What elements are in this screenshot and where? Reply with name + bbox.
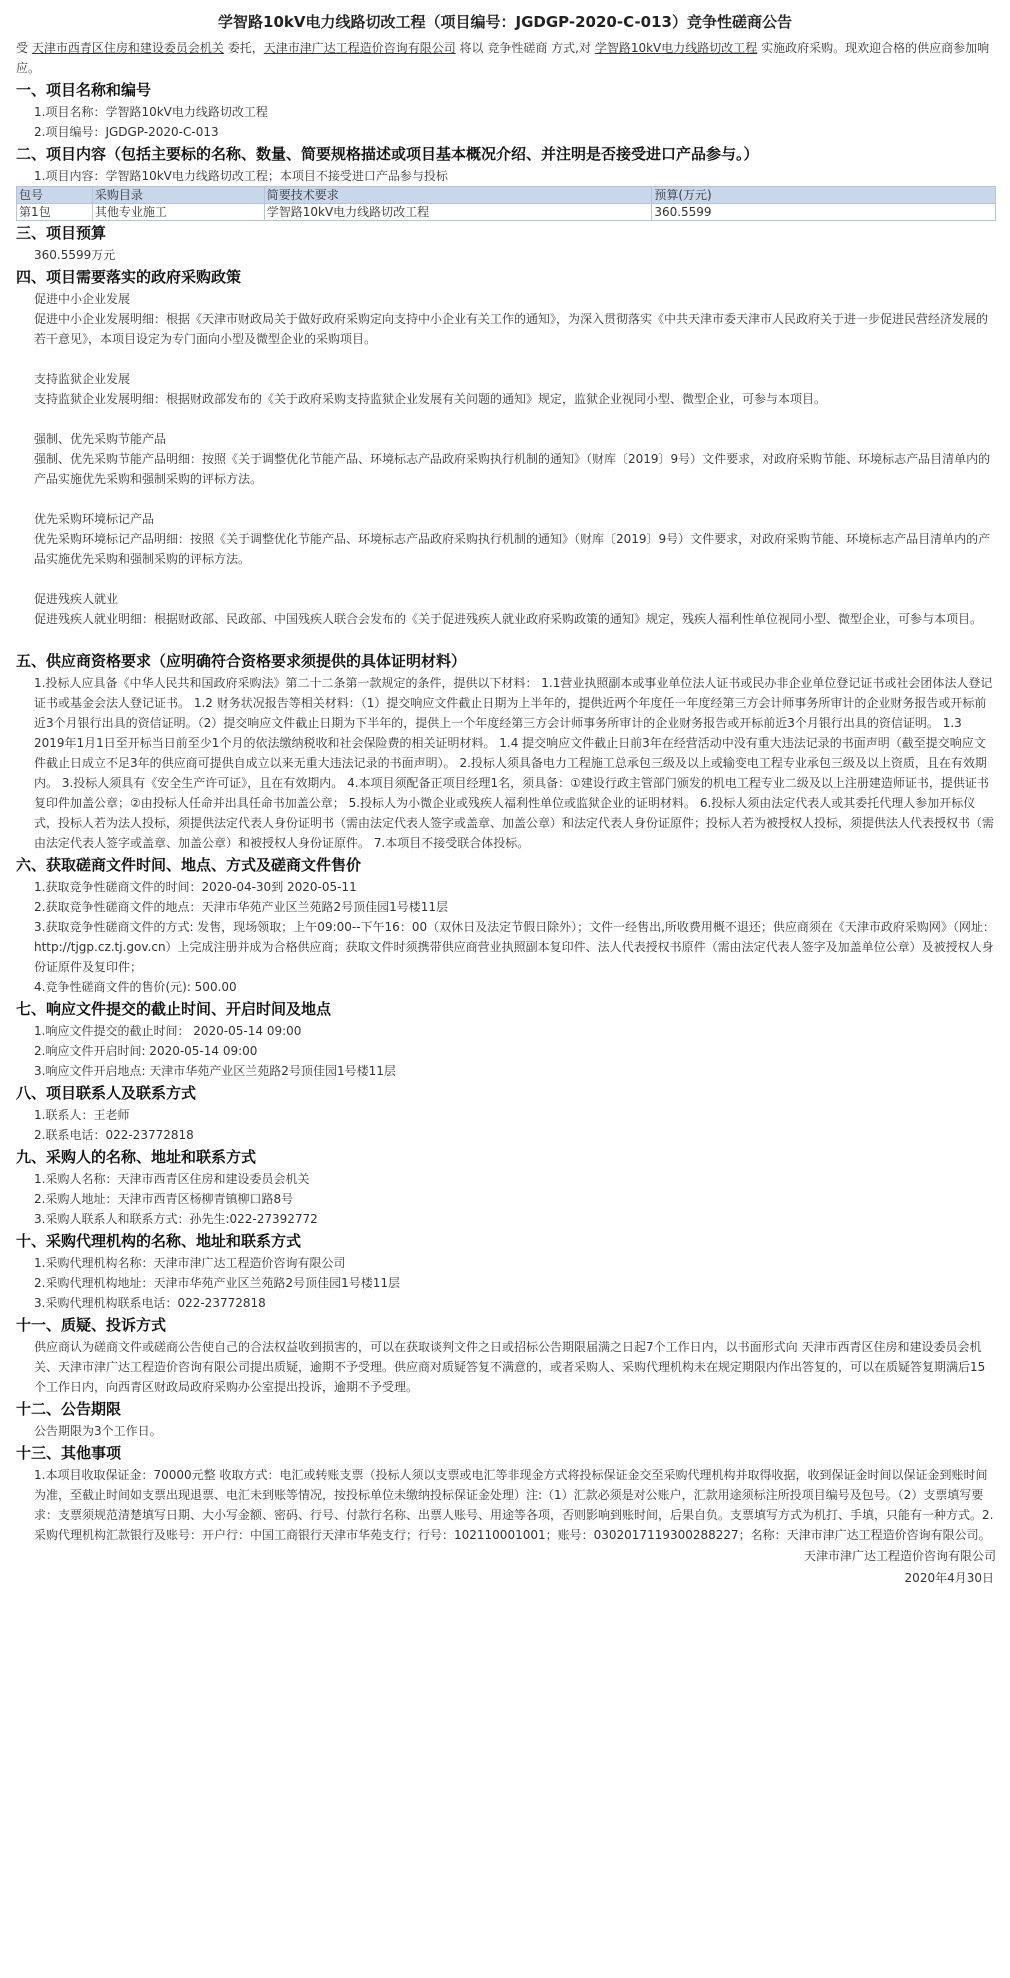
policy-detail: 促进残疾人就业明细：根据财政部、民政部、中国残疾人联合会发布的《关于促进残疾人就业政府采购政策的通知》规定，残疾人福利性单位视同小型、微型企业，可参与本项目。 bbox=[34, 612, 983, 626]
deadline-line: 1.响应文件提交的截止时间： 2020-05-14 09:00 bbox=[34, 1024, 302, 1038]
notice-period-line: 公告期限为3个工作日。 bbox=[34, 1424, 162, 1438]
section-heading-7: 七、响应文件提交的截止时间、开启时间及地点 bbox=[16, 1000, 332, 1018]
purchaser-link[interactable]: 天津市西青区住房和建设委员会机关 bbox=[31, 41, 224, 55]
agency-name-line: 1.采购代理机构名称：天津市津广达工程造价咨询有限公司 bbox=[34, 1256, 346, 1270]
intro-text-2: 委托， bbox=[227, 41, 264, 55]
complaint-text: 供应商认为磋商文件或磋商公告使自己的合法权益收到损害的，可以在获取谈判文件之日或招标公告期限届满之日起7个工作日内，以书面形式向 天津市西青区住房和建设委员会机关、天津市津广达工程造价咨询有限公司提出质疑，逾期不予受理。供应商对质疑答复不满意的，或者采购人、采购代理机构未在规定期限内作出答复的，可以在质疑答复期满后15个工作日内，向西青区财政局政府采购办公室提出投诉，逾期不予受理。 bbox=[34, 1340, 986, 1394]
table-header-cell: 简要技术要求 bbox=[264, 187, 652, 204]
section-heading-10: 十、采购代理机构的名称、地址和联系方式 bbox=[16, 1232, 302, 1250]
purchaser-address-line: 2.采购人地址：天津市西青区杨柳青镇柳口路8号 bbox=[34, 1192, 294, 1206]
table-cell: 学智路10kV电力线路切改工程 bbox=[264, 204, 652, 221]
table-cell: 其他专业施工 bbox=[92, 204, 264, 221]
doc-price-line: 4.竞争性磋商文件的售价(元): 500.00 bbox=[34, 980, 237, 994]
policy-title: 优先采购环境标记产品 bbox=[34, 512, 155, 526]
purchaser-name-line: 1.采购人名称：天津市西青区住房和建设委员会机关 bbox=[34, 1172, 310, 1186]
section-heading-8: 八、项目联系人及联系方式 bbox=[16, 1084, 197, 1102]
policy-title: 支持监狱企业发展 bbox=[34, 372, 131, 386]
contact-phone-line: 2.联系电话：022-23772818 bbox=[34, 1128, 194, 1142]
section-heading-5: 五、供应商资格要求（应明确符合资格要求须提供的具体证明材料） bbox=[16, 652, 467, 670]
section-heading-4: 四、项目需要落实的政府采购政策 bbox=[16, 268, 242, 286]
table-cell: 第1包 bbox=[17, 204, 93, 221]
doc-method-line: 3.获取竞争性磋商文件的方式: 发售，现场领取；上午09:00--下午16：00（双休日及法定节假日除外）；文件一经售出,所收费用概不退还；供应商须在《天津市政府采购网》（网址：http://tjgp.cz.tj.gov.cn）上完成注册并成为合格供应商；获取文件时须携带供应商营业执照副本复印件、法人代表授权书原件（需由法定代表人签字及加盖单位公章）及被授权人身份证原件及复印件； bbox=[34, 920, 995, 974]
project-name-line: 1.项目名称：学智路10kV电力线路切改工程 bbox=[34, 105, 268, 119]
project-link[interactable]: 学智路10kV电力线路切改工程 bbox=[594, 41, 758, 55]
policy-detail: 优先采购环境标记产品明细：按照《关于调整优化节能产品、环境标志产品政府采购执行机制的通知》（财库〔2019〕9号）文件要求，对政府采购节能、环境标志产品目清单内的产品实施优先采购和强制采购的评标方法。 bbox=[34, 532, 991, 566]
section-heading-9: 九、采购人的名称、地址和联系方式 bbox=[16, 1148, 257, 1166]
section-heading-11: 十一、质疑、投诉方式 bbox=[16, 1316, 167, 1334]
doc-location-line: 2.获取竞争性磋商文件的地点：天津市华苑产业区兰苑路2号顶佳园1号楼11层 bbox=[34, 900, 448, 914]
signature-date: 2020年4月30日 bbox=[904, 1571, 994, 1585]
section-heading-13: 十三、其他事项 bbox=[16, 1444, 122, 1462]
policy-detail: 强制、优先采购节能产品明细：按照《关于调整优化节能产品、环境标志产品政府采购执行机制的通知》（财库〔2019〕9号）文件要求，对政府采购节能、环境标志产品目清单内的产品实施优先采购和强制采购的评标方法。 bbox=[34, 452, 991, 486]
table-header-cell: 预算(万元) bbox=[652, 187, 996, 204]
section-heading-6: 六、获取磋商文件时间、地点、方式及磋商文件售价 bbox=[16, 856, 362, 874]
qualification-text: 1.投标人应具备《中华人民共和国政府采购法》第二十二条第一款规定的条件，提供以下材料： 1.1营业执照副本或事业单位法人证书或民办非企业单位登记证书或社会团体法人登记证书或基金会法人登记证书。 1.2 财务状况报告等相关材料：（1）提交响应文件截止日期为上半年的，提供近两个年度任一年度经第三方会计师事务所审计的企业财务报告或开标前近3个月银行出具的资信证明。（2）提交响应文件截止日期为下半年的，提供上一个年度经第三方会计师事务所审计的企业财务报告或开标前近3个月银行出具的资信证明。 1.3 2019年1月1日至开标当日前至少1个月的依法缴纳税收和社会保险费的相关证明材料。 1.4 提交响应文件截止日前3年在经营活动中没有重大违法记录的书面声明（截至提交响应文件截止日成立不足3年的供应商可提供自成立以来无重大违法记录的书面声明）。 2.投标人须具备电力工程施工总承包三级及以上或输变电工程专业承包三级及以上资质，且在有效期内。 3.投标人须具有《安全生产许可证》，且在有效期内。 4.本项目须配备正项目经理1名，须具备：①建设行政主管部门颁发的机电工程专业二级及以上注册建造师证书，提供证书复印件加盖公章；②由投标人任命并出具任命书加盖公章； 5.投标人为小微企业或残疾人福利性单位或监狱企业的证明材料。 6.投标人须由法定代表人或其委托代理人参加开标仪式，投标人若为法人投标，须提供法定代表人身份证明书（需由法定代表人签字或盖章、加盖公章）和法定代表人身份证原件；投标人若为被授权人投标，须提供法人代表授权书（需由法定代表人签字或盖章、加盖公章）和被授权人身份证原件。 7.本项目不接受联合体投标。 bbox=[34, 676, 995, 850]
doc-time-line: 1.获取竞争性磋商文件的时间：2020-04-30到 2020-05-11 bbox=[34, 880, 357, 894]
budget-line: 360.5599万元 bbox=[34, 248, 116, 262]
section-heading-2: 二、项目内容（包括主要标的名称、数量、简要规格描述或项目基本概况介绍、并注明是否接受进口产品参与。） bbox=[16, 145, 759, 163]
policy-title: 促进残疾人就业 bbox=[34, 592, 119, 606]
project-content-line: 1.项目内容：学智路10kV电力线路切改工程；本项目不接受进口产品参与投标 bbox=[34, 169, 448, 183]
purchaser-contact-line: 3.采购人联系人和联系方式：孙先生:022-27392772 bbox=[34, 1212, 318, 1226]
section-heading-3: 三、项目预算 bbox=[16, 224, 107, 242]
table-cell: 360.5599 bbox=[652, 204, 996, 221]
agency-address-line: 2.采购代理机构地址：天津市华苑产业区兰苑路2号顶佳园1号楼11层 bbox=[34, 1276, 400, 1290]
policy-detail: 支持监狱企业发展明细：根据财政部发布的《关于政府采购支持监狱企业发展有关问题的通知》规定，监狱企业视同小型、微型企业，可参与本项目。 bbox=[34, 392, 827, 406]
signature-company: 天津市津广达工程造价咨询有限公司 bbox=[803, 1549, 996, 1563]
intro-text-1: 受 bbox=[16, 41, 29, 55]
other-matters-text: 1.本项目收取保证金：70000元整 收取方式：电汇或转账支票（投标人须以支票或电汇等非现金方式将投标保证金交至采购代理机构并取得收据，收到保证金时间以保证金到账时间为准，至截止时间如支票出现退票、电汇未到账等情况，按投标单位未缴纳投标保证金处理）注:（1）汇款必须是对公账户，汇款用途须标注所投项目编号及包号。（2）支票填写要求：支票须规范清楚填写日期、大小写金额、密码、行号、付款行名称、出票人账号、用途等各项，否则影响到账时间，后果自负。支票填写方式为机打、手填，只能有一种方式。2.采购代理机构汇款银行及账号：开户行：中国工商银行天津市华苑支行；行号：102110001001；账号：0302017119300288227；名称：天津市津广达工程造价咨询有限公司。 bbox=[34, 1468, 994, 1542]
policy-title: 促进中小企业发展 bbox=[34, 292, 131, 306]
policy-detail: 促进中小企业发展明细：根据《天津市财政局关于做好政府采购定向支持中小企业有关工作的通知》，为深入贯彻落实《中共天津市委天津市人民政府关于进一步促进民营经济发展的若干意见》，本项目设定为专门面向小型及微型企业的采购项目。 bbox=[34, 312, 989, 346]
agency-link[interactable]: 天津市津广达工程造价咨询有限公司 bbox=[263, 41, 456, 55]
package-table bbox=[16, 186, 996, 221]
table-header-cell: 包号 bbox=[17, 187, 93, 204]
section-heading-1: 一、项目名称和编号 bbox=[16, 81, 152, 99]
intro-text-4: 实施政府采购。现欢迎合格的供应商参加响应。 bbox=[16, 41, 990, 75]
page-title: 学智路10kV电力线路切改工程（项目编号：JGDGP-2020-C-013）竞争性磋商公告 bbox=[218, 13, 792, 31]
intro-text-3: 将以 竞争性磋商 方式,对 bbox=[459, 41, 591, 55]
opening-location-line: 3.响应文件开启地点: 天津市华苑产业区兰苑路2号顶佳园1号楼11层 bbox=[34, 1064, 396, 1078]
project-number-line: 2.项目编号：JGDGP-2020-C-013 bbox=[34, 125, 219, 139]
opening-time-line: 2.响应文件开启时间: 2020-05-14 09:00 bbox=[34, 1044, 258, 1058]
table-row bbox=[17, 204, 996, 221]
contact-name-line: 1.联系人：王老师 bbox=[34, 1108, 130, 1122]
policy-title: 强制、优先采购节能产品 bbox=[34, 432, 167, 446]
intro-paragraph bbox=[0, 34, 1010, 78]
table-header-cell: 采购目录 bbox=[92, 187, 264, 204]
agency-phone-line: 3.采购代理机构联系电话：022-23772818 bbox=[34, 1296, 266, 1310]
table-header-row bbox=[17, 187, 996, 204]
section-heading-12: 十二、公告期限 bbox=[16, 1400, 122, 1418]
